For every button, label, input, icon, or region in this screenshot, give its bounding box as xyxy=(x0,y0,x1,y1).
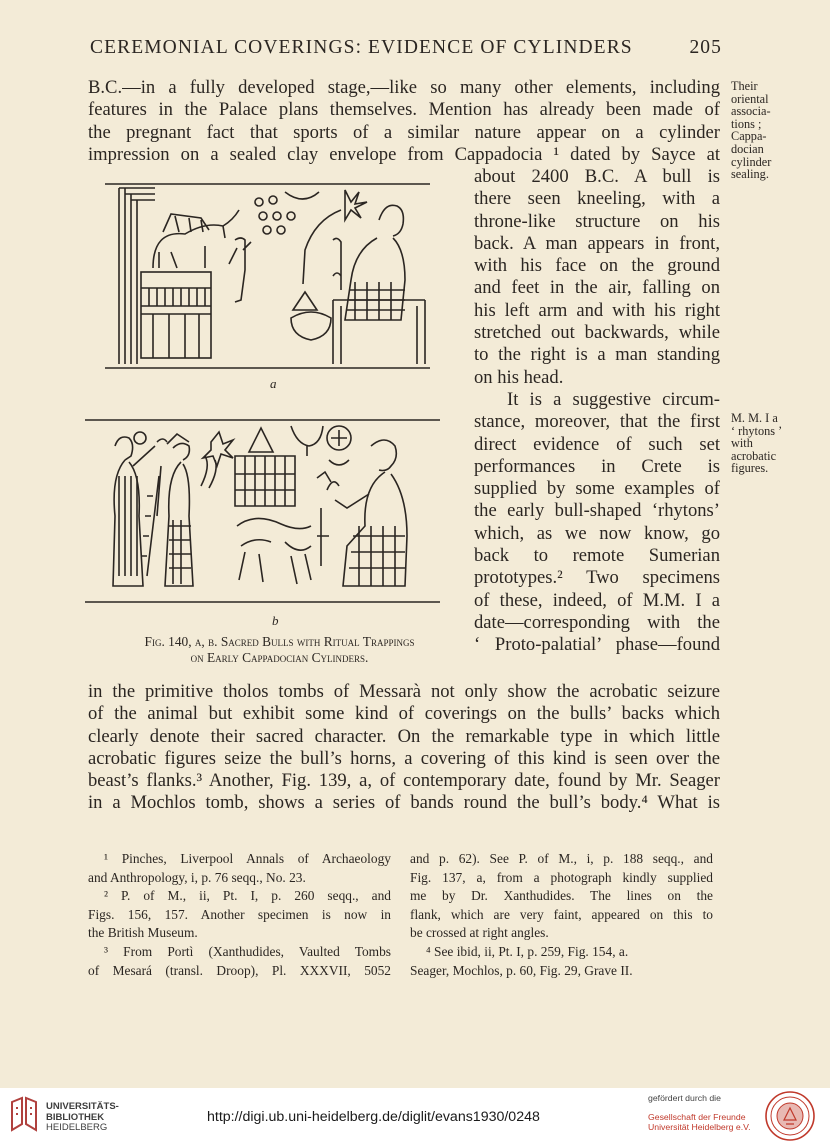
bottom-paragraph xyxy=(88,681,720,815)
text-line: direct evidence of such set xyxy=(474,433,720,455)
footnote-line: of Mesará (transl. Droop), Pl. XXXVII, 5052 xyxy=(88,962,391,978)
footnote-line: the British Museum. xyxy=(88,925,198,941)
text-line: there seen kneeling, with a xyxy=(474,188,720,210)
library-logo-icon[interactable] xyxy=(8,1096,40,1136)
page-number: 205 xyxy=(689,37,722,58)
footnote-line: flank, which are very faint, appeared on this to xyxy=(410,906,713,922)
margin-note-line: docian xyxy=(731,141,764,156)
margin-note-line: figures. xyxy=(731,461,769,476)
text-line: features in the Palace plans themselves. Mention has already been made of xyxy=(88,99,720,121)
margin-note-line: associa- xyxy=(731,104,771,119)
text-line: clearly denote their sacred character. On the remarkable type in which little xyxy=(88,725,720,747)
text-line: stretched out backwards, while xyxy=(474,322,720,344)
footnote-line: be crossed at right angles. xyxy=(410,925,549,941)
margin-note-line: oriental xyxy=(731,91,769,106)
sponsor-label: gefördert durch die xyxy=(648,1093,721,1103)
margin-note-line: Their xyxy=(731,79,758,93)
text-line: ‘ Proto-palatial’ phase—found xyxy=(474,634,720,656)
library-name[interactable] xyxy=(46,1102,119,1134)
footnote-line: and Anthropology, i, p. 76 seqq., No. 23. xyxy=(88,869,306,885)
text-line: on his head. xyxy=(474,366,564,388)
text-line: his left arm and with his right xyxy=(474,299,720,321)
margin-note-line: acrobatic xyxy=(731,448,777,463)
text-line: in a Mochlos tomb, shows a series of bands round the bull’s body.⁴ What is xyxy=(88,792,720,814)
library-name-line: BIBLIOTHEK xyxy=(46,1111,105,1123)
margin-note-oriental xyxy=(731,80,771,181)
footnote-line: ¹ Pinches, Liverpool Annals of Archaeology xyxy=(104,851,391,866)
text-line: acrobatic figures seize the bull’s horns, a covering of this kind is seen over the xyxy=(88,747,720,769)
caption-line: Fig. 140, a, b. Sacred Bulls with Ritual Trappings xyxy=(144,634,415,649)
margin-note-line: ‘ rhytons ’ xyxy=(731,423,783,438)
caption-line: on Early Cappadocian Cylinders. xyxy=(190,650,369,665)
figure-caption xyxy=(87,634,472,666)
figure-label-b: b xyxy=(272,613,279,628)
footnote-line: ⁴ See ibid, ii, Pt. I, p. 259, Fig. 154, a. xyxy=(426,943,629,959)
right-column-text xyxy=(474,166,720,657)
footnote-line: and p. 62). See P. of M., i, p. 188 seqq., and xyxy=(410,851,713,866)
digitization-footer xyxy=(0,1088,830,1145)
text-line: impression on a sealed clay envelope from Cappadocia ¹ dated by Sayce at xyxy=(88,143,720,165)
text-line: with his face on the ground xyxy=(474,255,720,277)
text-line: stance, moreover, that the first xyxy=(474,411,720,433)
cylinder-seal-a-illustration xyxy=(105,180,440,370)
text-line: supplied by some examples of xyxy=(474,478,720,500)
text-line: of these, indeed, of M.M. I a xyxy=(474,589,720,611)
text-line: which, as we now know, go xyxy=(474,522,720,544)
margin-note-rhytons xyxy=(731,412,782,475)
running-title: CEREMONIAL COVERINGS: EVIDENCE OF CYLINDERS xyxy=(90,37,633,58)
figure-label-a: a xyxy=(270,376,277,391)
sponsor-name-line: Gesellschaft der Freunde xyxy=(648,1112,746,1122)
margin-note-line: with xyxy=(731,436,753,451)
footnotes-left-column xyxy=(88,850,391,980)
text-line: It is a suggestive circum- xyxy=(507,388,720,410)
text-line: the pregnant fact that sports of a similar nature appear on a cylinder xyxy=(88,121,720,143)
text-line: beast’s flanks.³ Another, Fig. 139, a, of contemporary date, found by Mr. Seager xyxy=(88,770,720,792)
footnote-line: ³ From Portì (Xanthudides, Vaulted Tombs xyxy=(104,943,391,959)
text-line: back. A man appears in front, xyxy=(474,232,720,254)
footnote-line: Seager, Mochlos, p. 60, Fig. 29, Grave II. xyxy=(410,962,633,978)
footnote-line: Figs. 156, 157. Another specimen is now in xyxy=(88,906,391,922)
university-seal-icon[interactable] xyxy=(764,1090,816,1142)
text-line: and feet in the air, falling on xyxy=(474,277,720,299)
text-line: of the animal but exhibit some kind of coverings on the bulls’ backs which xyxy=(88,703,720,725)
library-name-line: HEIDELBERG xyxy=(46,1122,108,1133)
text-line: throne-like structure on his xyxy=(474,210,720,232)
library-name-line: UNIVERSITÄTS- xyxy=(46,1101,119,1112)
text-line: the early bull-shaped ‘rhytons’ xyxy=(474,500,720,522)
text-line: in the primitive tholos tombs of Messarà not only show the acrobatic seizure xyxy=(88,681,720,702)
text-line: prototypes.² Two specimens xyxy=(474,567,720,589)
margin-note-line: cylinder xyxy=(731,154,772,169)
text-line: B.C.—in a fully developed stage,—like so many other elements, including xyxy=(88,77,720,98)
footnote-line: me by Dr. Xanthudides. The lines on the xyxy=(410,888,713,904)
sponsor-name[interactable] xyxy=(648,1112,751,1132)
cylinder-seal-b-illustration xyxy=(85,416,440,606)
text-line: to the right is a man standing xyxy=(474,344,720,366)
margin-note-line: tions ; xyxy=(731,116,762,131)
margin-note-line: sealing. xyxy=(731,167,769,182)
footnotes-right-column xyxy=(410,850,713,980)
footnote-line: Fig. 137, a, from a photograph kindly supplied xyxy=(410,869,713,885)
text-line: back to remote Sumerian xyxy=(474,545,720,567)
margin-note-line: Cappa- xyxy=(731,129,767,144)
permalink-url[interactable]: http://digi.ub.uni-heidelberg.de/diglit/evans1930/0248 xyxy=(207,1109,540,1125)
text-line: about 2400 B.C. A bull is xyxy=(474,166,720,187)
text-line: date—corresponding with the xyxy=(474,611,720,633)
footnote-line: ² P. of M., ii, Pt. I, p. 260 seqq., and xyxy=(104,888,391,904)
sponsor-name-line: Universität Heidelberg e.V. xyxy=(648,1122,751,1132)
page-header xyxy=(90,37,730,59)
text-line: performances in Crete is xyxy=(474,455,720,477)
margin-note-line: M. M. I a xyxy=(731,411,778,425)
top-paragraph xyxy=(88,77,720,166)
